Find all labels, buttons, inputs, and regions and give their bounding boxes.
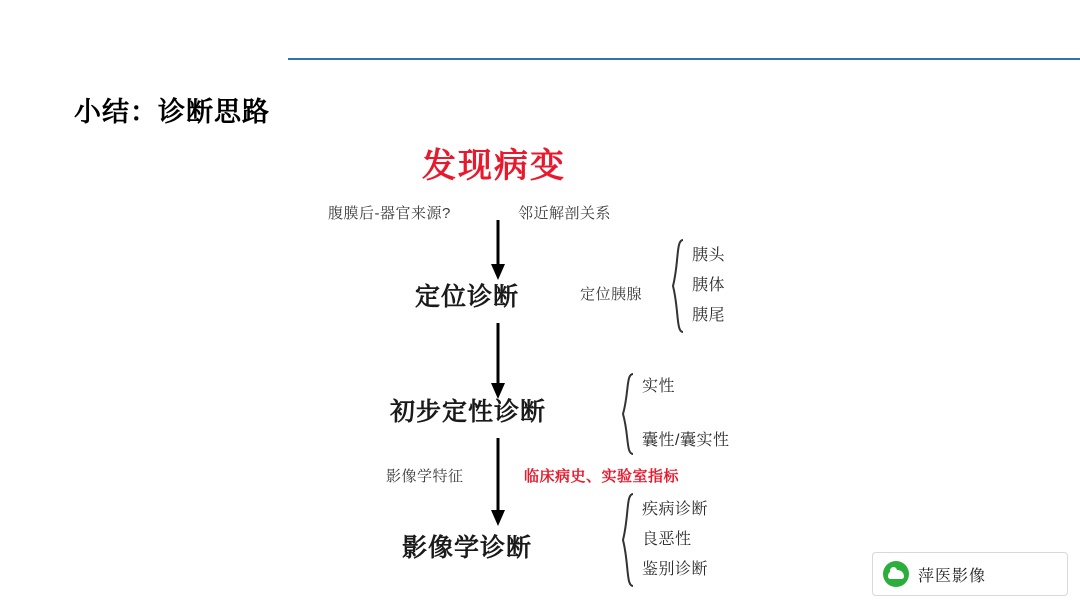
brace-icon: [620, 372, 636, 456]
wechat-account-logo-icon: [883, 561, 909, 587]
watermark-label: 萍医影像: [918, 567, 987, 585]
edge-label-clinical-lab: 临床病史、实验室指标: [524, 468, 680, 485]
branch-label-pancreas-localization: 定位胰腺: [580, 286, 643, 303]
arrow-root-to-localization: [486, 220, 510, 282]
arrow-qualitative-to-imaging-diagnosis: [486, 438, 510, 528]
branch-item: 疾病诊断: [642, 501, 709, 518]
branch-item: 胰头: [692, 247, 726, 264]
flow-node-preliminary-qualitative: 初步定性诊断: [390, 398, 547, 426]
branch-group-lesion-nature: [620, 372, 729, 456]
wechat-watermark: [872, 552, 1068, 596]
edge-label-retroperitoneal-origin: 腹膜后-器官来源?: [328, 205, 451, 222]
arrow-localization-to-qualitative: [486, 323, 510, 401]
branch-item: 良恶性: [642, 531, 692, 548]
branch-item: 实性: [642, 378, 676, 395]
branch-item: 胰尾: [692, 307, 726, 324]
brace-icon: [620, 492, 636, 588]
branch-item: 鉴别诊断: [642, 561, 709, 578]
branch-item: 囊性/囊实性: [642, 432, 730, 449]
page-title: 小结：诊断思路: [74, 97, 270, 127]
branch-group-pancreas: [670, 238, 725, 334]
edge-label-adjacent-anatomy: 邻近解剖关系: [518, 205, 612, 222]
title-accent-rule: [288, 58, 1080, 60]
flow-node-root: 发现病变: [422, 147, 566, 185]
flow-node-localization: 定位诊断: [415, 283, 520, 311]
branch-item: 胰体: [692, 277, 726, 294]
branch-group-diagnosis-detail: [620, 492, 708, 588]
flow-node-imaging-diagnosis: 影像学诊断: [402, 534, 533, 562]
edge-label-imaging-features: 影像学特征: [386, 468, 464, 485]
diagnostic-flowchart: [300, 120, 800, 608]
brace-icon: [670, 238, 686, 334]
